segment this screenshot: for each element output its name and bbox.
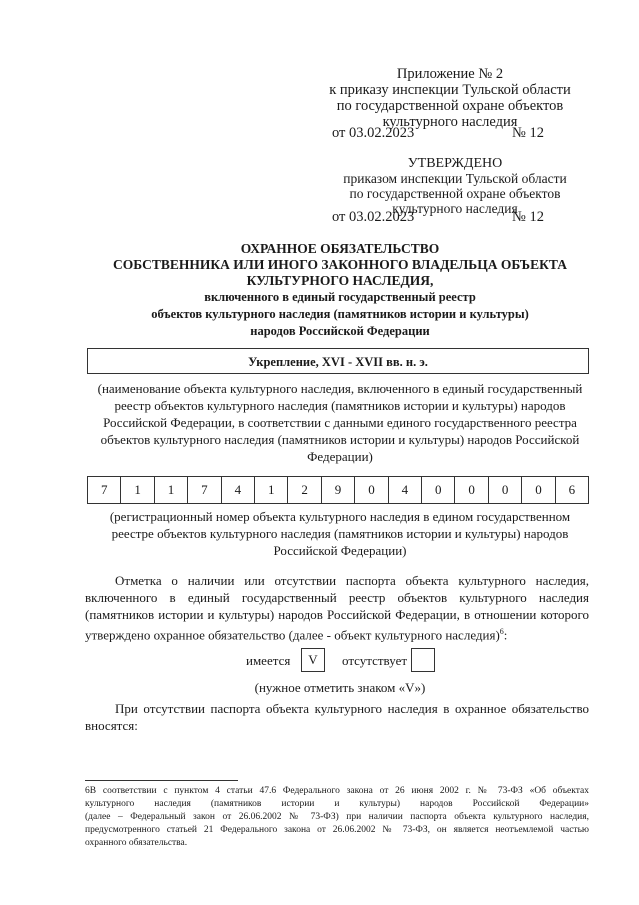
title-line: включенного в единый государственный реестр: [204, 290, 476, 304]
approved-line: приказом инспекции Тульской области: [343, 171, 567, 186]
caption-line: Российской Федерации, в соответствии с данными единого государственного реестра: [103, 415, 577, 430]
registration-digit: 7: [87, 476, 121, 504]
title-line: объектов культурного наследия (памятников истории и культуры): [151, 307, 529, 321]
approved-date: от 03.02.2023: [332, 209, 415, 225]
registration-digit: 4: [221, 476, 255, 504]
paragraph-text: :: [503, 627, 508, 643]
caption-line: (регистрационный номер объекта культурного наследия в едином государственном: [109, 509, 571, 524]
title-line: ОХРАННОЕ ОБЯЗАТЕЛЬСТВО: [240, 241, 440, 256]
object-name-caption: [80, 380, 600, 465]
absent-checkbox[interactable]: [411, 648, 435, 672]
caption-line: объектов культурного наследия (памятников истории и культуры) народов Российской: [100, 432, 580, 447]
footnote-reference[interactable]: 6: [499, 627, 504, 636]
present-checkbox[interactable]: V: [301, 648, 325, 672]
object-name-box: Укрепление, XVI - XVII вв. н. э.: [87, 348, 589, 374]
title-line: СОБСТВЕННИКА ИЛИ ИНОГО ЗАКОННОГО ВЛАДЕЛЬЦА ОБЪЕКТА: [113, 257, 567, 272]
appendix-title: Приложение № 2: [396, 66, 504, 82]
paragraph-line: (памятников истории и культуры) народов Российской Федерации, в отношении которого: [85, 607, 589, 622]
appendix-line: культурного наследия: [382, 114, 518, 130]
approved-number: № 12: [512, 209, 544, 225]
absent-label: отсутствует: [342, 653, 408, 668]
paragraph-line: При отсутствии паспорта объекта культурного наследия в охранное обязательство: [115, 701, 589, 716]
document-title: [56, 241, 624, 289]
registration-digit: 0: [521, 476, 555, 504]
registration-digit: 6: [555, 476, 589, 504]
appendix-line: по государственной охране объектов: [336, 98, 564, 114]
registration-digit: 0: [454, 476, 488, 504]
caption-line: Федерации): [307, 449, 373, 464]
paragraph-line: включенного в единый государственный реестр объектов культурного наследия: [85, 590, 589, 605]
paragraph-text: утверждено охранное обязательство (далее - объект культурного наследия): [85, 627, 500, 643]
registration-digit: 0: [488, 476, 522, 504]
footnote-line: предусмотренного статьей 21 Федерального закона от 26.06.2002 № 73-ФЗ, он является неотъемлемой частью: [85, 825, 589, 835]
document-subtitle: [56, 289, 624, 340]
registration-digit: 9: [321, 476, 355, 504]
registration-digit: 7: [187, 476, 221, 504]
paragraph-line: [85, 623, 589, 643]
appendix-number: № 12: [512, 125, 544, 141]
approved-heading: УТВЕРЖДЕНО: [407, 156, 503, 171]
caption-line: Российской Федерации): [273, 543, 407, 558]
registration-digit: 0: [354, 476, 388, 504]
absence-paragraph: [85, 700, 589, 734]
approved-line: культурного наследия: [392, 201, 518, 216]
caption-line: реестр объектов культурного наследия (памятников истории и культуры) народов: [114, 398, 566, 413]
checkbox-hint: (нужное отметить знаком «V»): [254, 680, 426, 695]
appendix-block: [318, 66, 582, 130]
present-label: имеется: [246, 653, 291, 668]
registration-digit: 1: [120, 476, 154, 504]
footnote-line: охранного обязательства.: [85, 838, 188, 848]
approved-line: по государственной охране объектов: [349, 186, 561, 201]
footnote-line: (далее – Федеральный закон от 26.06.2002 № 73-ФЗ) при наличии паспорта объекта культурного наследия,: [85, 812, 589, 822]
paragraph-line: вносятся:: [85, 718, 138, 733]
registration-digit: 2: [287, 476, 321, 504]
caption-line: (наименование объекта культурного наследия, включенного в единый государственный: [97, 381, 583, 396]
footnote-separator: [85, 780, 238, 781]
footnote: [85, 785, 589, 850]
appendix-line: к приказу инспекции Тульской области: [329, 82, 571, 98]
caption-line: реестре объектов культурного наследия (памятников истории и культуры) народов: [111, 526, 569, 541]
registration-digit: 1: [254, 476, 288, 504]
registration-digit: 1: [154, 476, 188, 504]
registration-caption: [80, 508, 600, 559]
passport-note-paragraph: [85, 572, 589, 643]
approved-block: [328, 156, 582, 216]
appendix-date: от 03.02.2023: [332, 125, 415, 141]
title-line: КУЛЬТУРНОГО НАСЛЕДИЯ,: [246, 273, 434, 288]
registration-number-grid: [88, 476, 589, 504]
footnote-line: 6В соответствии с пунктом 4 статьи 47.6 Федерального закона от 26 июня 2002 г. № 73-ФЗ «Об объектах: [85, 786, 589, 796]
footnote-line: культурного наследия (памятников истории и культуры) народов Российской Федерации»: [85, 799, 589, 809]
registration-digit: 4: [388, 476, 422, 504]
paragraph-line: Отметка о наличии или отсутствии паспорта объекта культурного наследия,: [115, 573, 589, 588]
registration-digit: 0: [421, 476, 455, 504]
title-line: народов Российской Федерации: [250, 324, 430, 338]
